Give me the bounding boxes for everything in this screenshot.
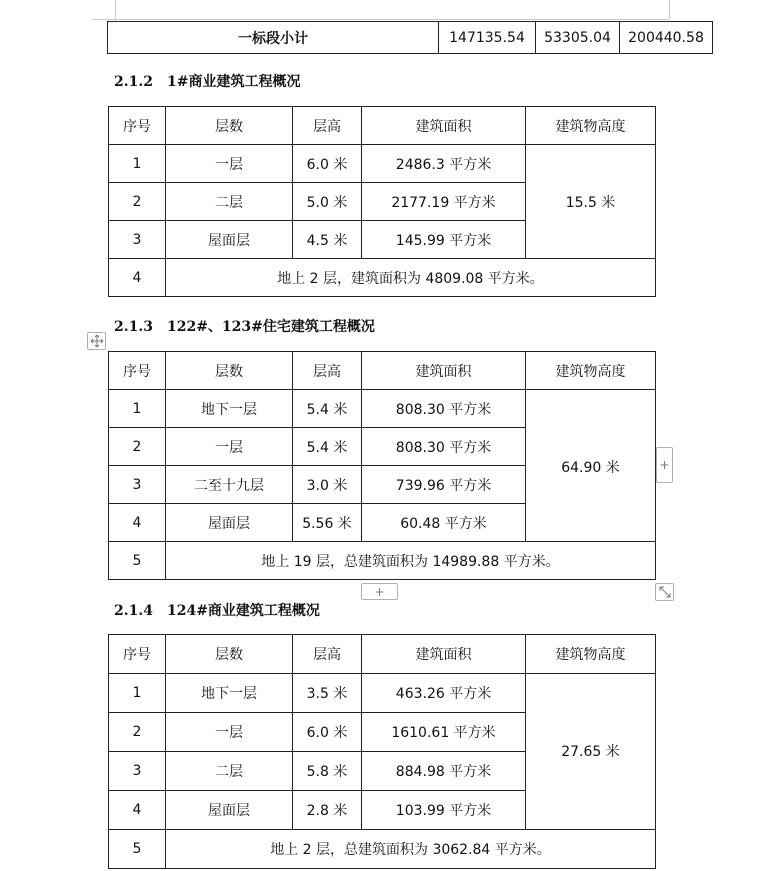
row-area: 103.99 平方米 [362, 791, 526, 830]
row-height: 6.0 米 [293, 145, 362, 183]
subtotal-value-2: 53305.04 [536, 22, 620, 54]
resize-arrow-icon [659, 586, 671, 598]
table-header-row [109, 352, 656, 390]
header-building-height: 建筑物高度 [526, 352, 656, 390]
building-height-cell: 15.5 米 [526, 145, 656, 259]
section-heading-1: 2.1.2 1#商业建筑工程概况 [114, 74, 301, 90]
header-floor: 层数 [166, 107, 293, 145]
row-area: 739.96 平方米 [362, 466, 526, 504]
row-no: 3 [109, 221, 166, 259]
subtotal-table [107, 21, 713, 54]
row-height: 5.4 米 [293, 428, 362, 466]
summary-row [109, 830, 656, 869]
row-area: 2177.19 平方米 [362, 183, 526, 221]
header-building-height: 建筑物高度 [526, 635, 656, 674]
row-no: 1 [109, 674, 166, 713]
row-area: 463.26 平方米 [362, 674, 526, 713]
summary-row [109, 259, 656, 297]
section-heading-2: 2.1.3 122#、123#住宅建筑工程概况 [114, 319, 375, 335]
row-height: 5.0 米 [293, 183, 362, 221]
header-no: 序号 [109, 352, 166, 390]
table-resize-handle[interactable] [655, 583, 674, 601]
add-column-button[interactable]: + [656, 447, 673, 483]
row-no: 3 [109, 466, 166, 504]
subtotal-label: 一标段小计 [108, 22, 439, 54]
building-table-2 [108, 351, 656, 580]
subtotal-value-3: 200440.58 [620, 22, 713, 54]
header-no: 序号 [109, 635, 166, 674]
previous-page-edge [115, 0, 670, 19]
row-floor: 屋面层 [166, 504, 293, 542]
previous-page-rule [92, 19, 669, 20]
row-floor: 屋面层 [166, 791, 293, 830]
table-header-row [109, 635, 656, 674]
header-height: 层高 [293, 635, 362, 674]
row-floor: 二层 [166, 183, 293, 221]
row-height: 3.5 米 [293, 674, 362, 713]
subtotal-value-1: 147135.54 [439, 22, 536, 54]
row-no: 3 [109, 752, 166, 791]
building-table-1 [108, 106, 656, 297]
row-area: 808.30 平方米 [362, 428, 526, 466]
row-no: 4 [109, 504, 166, 542]
row-floor: 一层 [166, 713, 293, 752]
row-floor: 屋面层 [166, 221, 293, 259]
header-area: 建筑面积 [362, 635, 526, 674]
row-area: 884.98 平方米 [362, 752, 526, 791]
header-height: 层高 [293, 352, 362, 390]
row-no: 1 [109, 145, 166, 183]
table-row [109, 390, 656, 428]
row-area: 145.99 平方米 [362, 221, 526, 259]
summary-no: 4 [109, 259, 166, 297]
table-row [109, 145, 656, 183]
add-row-button[interactable]: + [361, 583, 398, 600]
row-no: 2 [109, 183, 166, 221]
row-no: 2 [109, 428, 166, 466]
header-no: 序号 [109, 107, 166, 145]
summary-no: 5 [109, 542, 166, 580]
header-building-height: 建筑物高度 [526, 107, 656, 145]
row-no: 1 [109, 390, 166, 428]
header-area: 建筑面积 [362, 107, 526, 145]
row-floor: 一层 [166, 428, 293, 466]
row-height: 2.8 米 [293, 791, 362, 830]
row-floor: 二层 [166, 752, 293, 791]
row-height: 5.8 米 [293, 752, 362, 791]
summary-row [109, 542, 656, 580]
header-floor: 层数 [166, 635, 293, 674]
row-no: 2 [109, 713, 166, 752]
row-area: 808.30 平方米 [362, 390, 526, 428]
row-height: 3.0 米 [293, 466, 362, 504]
table-move-handle[interactable] [87, 332, 106, 350]
row-floor: 地下一层 [166, 390, 293, 428]
summary-text: 地上 2 层，建筑面积为 4809.08 平方米。 [166, 259, 656, 297]
row-area: 2486.3 平方米 [362, 145, 526, 183]
row-height: 4.5 米 [293, 221, 362, 259]
row-height: 5.56 米 [293, 504, 362, 542]
table-row [109, 674, 656, 713]
table-header-row [109, 107, 656, 145]
row-floor: 一层 [166, 145, 293, 183]
header-height: 层高 [293, 107, 362, 145]
row-area: 60.48 平方米 [362, 504, 526, 542]
row-height: 6.0 米 [293, 713, 362, 752]
row-floor: 二至十九层 [166, 466, 293, 504]
building-table-3 [108, 634, 656, 869]
subtotal-row [108, 22, 713, 54]
building-height-cell: 64.90 米 [526, 390, 656, 542]
row-floor: 地下一层 [166, 674, 293, 713]
summary-text: 地上 2 层，总建筑面积为 3062.84 平方米。 [166, 830, 656, 869]
row-no: 4 [109, 791, 166, 830]
header-area: 建筑面积 [362, 352, 526, 390]
header-floor: 层数 [166, 352, 293, 390]
building-height-cell: 27.65 米 [526, 674, 656, 830]
summary-text: 地上 19 层，总建筑面积为 14989.88 平方米。 [166, 542, 656, 580]
row-height: 5.4 米 [293, 390, 362, 428]
move-arrows-icon [90, 334, 104, 348]
row-area: 1610.61 平方米 [362, 713, 526, 752]
section-heading-3: 2.1.4 124#商业建筑工程概况 [114, 603, 320, 619]
summary-no: 5 [109, 830, 166, 869]
